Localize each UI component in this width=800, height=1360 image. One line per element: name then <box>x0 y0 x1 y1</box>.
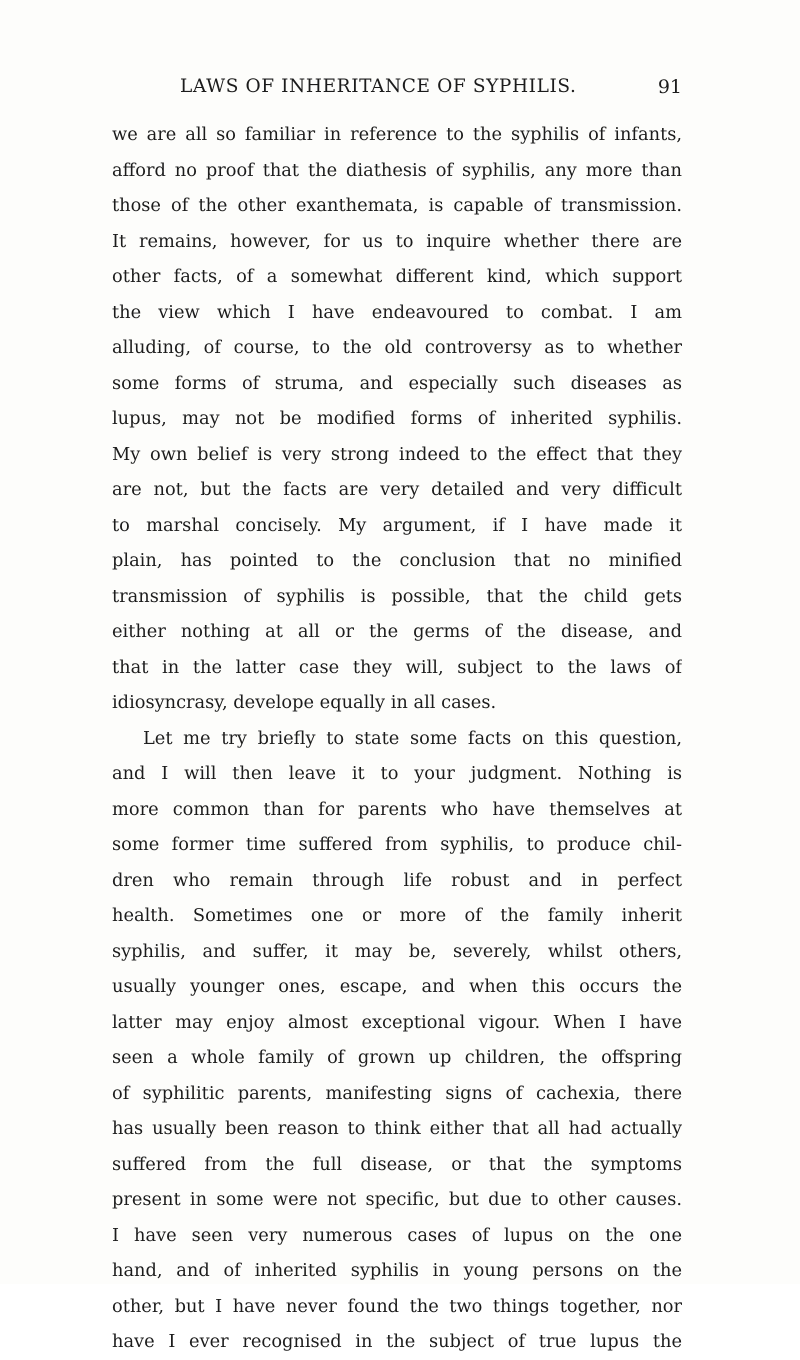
text-line: other facts, of a somewhat different kind, which support <box>112 266 682 287</box>
text-line: the view which I have endeavoured to combat. I am <box>112 301 682 323</box>
text-line: health. Sometimes one or more of the family inherit <box>112 905 682 926</box>
text-line: afford no proof that the diathesis of syphilis, any more than <box>112 159 682 181</box>
text-line: dren who remain through life robust and in perfect <box>112 869 682 891</box>
text-line: to marshal concisely. My argument, if I have made it <box>112 514 682 536</box>
text-line: has usually been reason to think either that all had actually <box>112 1118 682 1139</box>
body-text <box>112 117 682 1360</box>
text-line: are not, but the facts are very detailed and very difficult <box>112 479 682 500</box>
page-number: 91 <box>657 76 682 98</box>
text-line: My own belief is very strong indeed to the effect that they <box>112 443 682 465</box>
text-line: lupus, may not be modified forms of inherited syphilis. <box>112 408 682 429</box>
text-line: plain, has pointed to the conclusion that no minified <box>112 550 682 571</box>
text-line: transmission of syphilis is possible, that the child gets <box>112 585 682 607</box>
text-line: some former time suffered from syphilis, to produce chil- <box>112 834 682 855</box>
text-line: suffered from the full disease, or that the symptoms <box>112 1153 682 1175</box>
text-line: seen a whole family of grown up children, the offspring <box>112 1047 682 1068</box>
text-line: latter may enjoy almost exceptional vigour. When I have <box>112 1011 682 1033</box>
text-line: of syphilitic parents, manifesting signs of cachexia, there <box>112 1082 682 1104</box>
text-line: It remains, however, for us to inquire whether there are <box>112 230 682 252</box>
text-line: have I ever recognised in the subject of true lupus the <box>112 1331 682 1352</box>
text-line: those of the other exanthemata, is capable of transmission. <box>112 195 682 216</box>
text-line: usually younger ones, escape, and when this occurs the <box>112 976 682 997</box>
running-title: LAWS OF INHERITANCE OF SYPHILIS. <box>180 76 577 97</box>
text-line: either nothing at all or the germs of the disease, and <box>112 621 682 642</box>
text-line: syphilis, and suffer, it may be, severely, whilst others, <box>112 940 682 962</box>
text-line: alluding, of course, to the old controversy as to whether <box>112 337 682 358</box>
text-line: and I will then leave it to your judgment. Nothing is <box>112 763 682 784</box>
text-line: hand, and of inherited syphilis in young persons on the <box>112 1260 682 1281</box>
text-line: more common than for parents who have themselves at <box>112 798 682 820</box>
paragraph-first-line: Let me try briefly to state some facts on this question, <box>143 727 682 749</box>
text-line: present in some were not specific, but due to other causes. <box>112 1189 682 1210</box>
text-line: some forms of struma, and especially such diseases as <box>112 372 682 394</box>
page-header <box>112 76 682 106</box>
text-line: I have seen very numerous cases of lupus on the one <box>112 1224 682 1246</box>
paragraph-last-line: idiosyncrasy, develope equally in all cases. <box>112 692 497 713</box>
text-line: we are all so familiar in reference to the syphilis of infants, <box>112 124 682 145</box>
text-line: other, but I have never found the two things together, nor <box>112 1295 682 1317</box>
text-line: that in the latter case they will, subject to the laws of <box>112 656 682 678</box>
